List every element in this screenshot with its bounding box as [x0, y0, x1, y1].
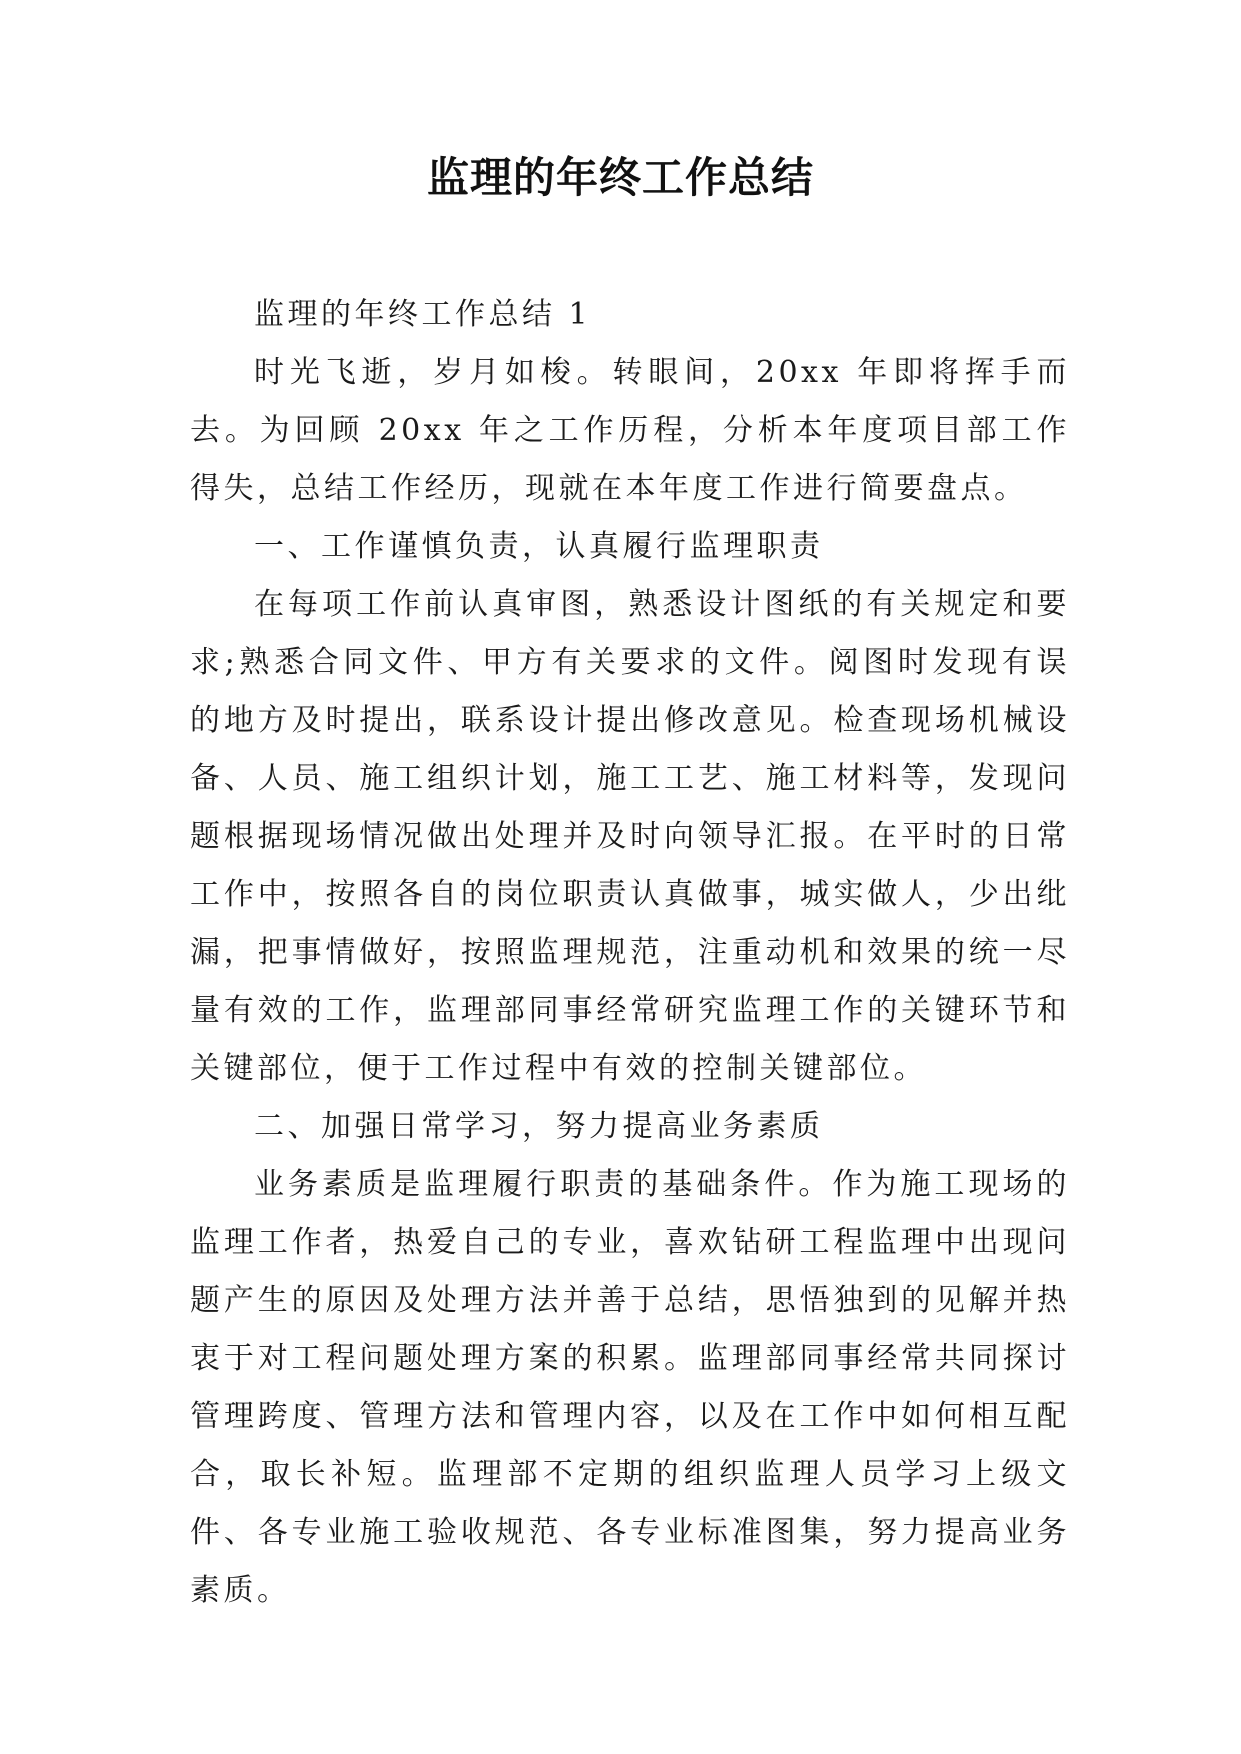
section-heading: 监理的年终工作总结 1 [254, 297, 592, 332]
document-title: 监理的年终工作总结 [426, 153, 814, 202]
section-heading-2: 二、加强日常学习，努力提高业务素质 [254, 1109, 824, 1144]
paragraph-intro: 时光飞逝，岁月如梭。转眼间，20xx 年即将挥手而去。为回顾 20xx 年之工作历程，分析本年度项目部工作得失，总结工作经历，现就在本年度工作进行简要盘点。 [190, 355, 1070, 506]
document-body [190, 286, 1070, 1620]
section-heading-1: 一、工作谨慎负责，认真履行监理职责 [254, 529, 824, 564]
paragraph-2: 业务素质是监理履行职责的基础条件。作为施工现场的监理工作者，热爱自己的专业，喜欢钻研工程监理中出现问题产生的原因及处理方法并善于总结，思悟独到的见解并热衷于对工程问题处理方案的积累。监理部同事经常共同探讨管理跨度、管理方法和管理内容，以及在工作中如何相互配合，取长补短。监理部不定期的组织监理人员学习上级文件、各专业施工验收规范、各专业标准图集，努力提高业务素质。 [190, 1167, 1070, 1608]
paragraph-1: 在每项工作前认真审图，熟悉设计图纸的有关规定和要求;熟悉合同文件、甲方有关要求的文件。阅图时发现有误的地方及时提出，联系设计提出修改意见。检查现场机械设备、人员、施工组织计划，施工工艺、施工材料等，发现问题根据现场情况做出处理并及时向领导汇报。在平时的日常工作中，按照各自的岗位职责认真做事，城实做人，少出纰漏，把事情做好，按照监理规范，注重动机和效果的统一尽量有效的工作，监理部同事经常研究监理工作的关键环节和关键部位，便于工作过程中有效的控制关键部位。 [190, 587, 1070, 1086]
